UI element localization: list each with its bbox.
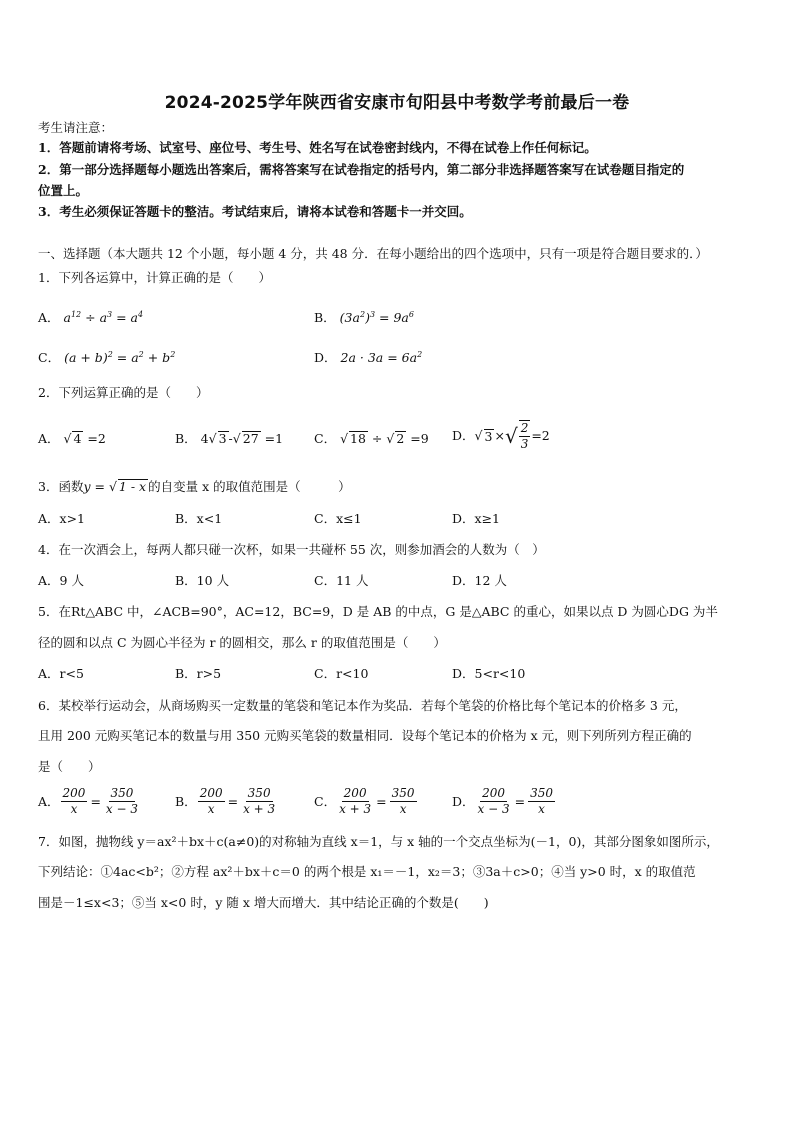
q4-option-d: D．12 人 bbox=[452, 573, 507, 588]
q3-option-c: C．x≤1 bbox=[314, 511, 362, 526]
q3-option-a: A．x>1 bbox=[38, 511, 86, 526]
sqrt-sign: √ bbox=[474, 428, 483, 443]
q4-option-a: A．9 人 bbox=[38, 573, 84, 588]
notice-item: 1．答题前请将考场、试室号、座位号、考生号、姓名写在试卷密封线内，不得在试卷上作任何标记。 bbox=[38, 140, 597, 155]
notice-item: 3．考生必须保证答题卡的整洁。考试结束后，请将本试卷和答题卡一并交回。 bbox=[38, 204, 472, 219]
option-label: D． bbox=[452, 793, 475, 809]
q5-option-b: B．r>5 bbox=[175, 666, 222, 681]
option-label: A． bbox=[38, 793, 60, 809]
q4-option-b: B．10 人 bbox=[175, 573, 230, 588]
math-expression: $(3a^2)^3 = 9a^6$ bbox=[339, 310, 414, 326]
q2-option-a bbox=[38, 430, 106, 448]
fraction: $\frac{200}{x + 3}$ bbox=[339, 786, 372, 816]
q3-option-b: B．x<1 bbox=[175, 511, 223, 526]
q1-option-a bbox=[38, 306, 143, 327]
question-7-line: 7．如图，抛物线 y＝ax²＋bx＋c(a≠0)的对称轴为直线 x＝1，与 x 轴的一个交点坐标为(－1，0)，其部分图象如图所示， bbox=[38, 834, 719, 849]
q5-option-d: D．5<r<10 bbox=[452, 666, 526, 681]
question-5-line: 径的圆和以点 C 为圆心半径为 r 的圆相交，那么 r 的取值范围是（ ） bbox=[38, 635, 446, 650]
q4-option-c: C．11 人 bbox=[314, 573, 369, 588]
fraction: $\frac{200}{x}$ bbox=[199, 786, 223, 816]
option-label: A． bbox=[38, 431, 60, 446]
q2-option-c: C． √ 18 ÷ √ 2 =9 bbox=[314, 431, 429, 446]
question-7-line: 下列结论：①4ac<b²；②方程 ax²＋bx＋c＝0 的两个根是 x₁＝－1，x₂＝3；③3a＋c>0；④当 y>0 时，x 的取值范 bbox=[38, 864, 696, 879]
q6-option-a: A． $\frac{200}{x}$ = $\frac{350}{x - 3}$ bbox=[38, 786, 139, 816]
question-3-stem bbox=[38, 479, 351, 495]
stem-text: 的自变量 x 的取值范围是（ ） bbox=[148, 479, 351, 494]
radicand: 1 - x bbox=[118, 479, 147, 494]
question-1-stem: 1．下列各运算中，计算正确的是（ ） bbox=[38, 270, 271, 285]
notice-item: 位置上。 bbox=[38, 183, 89, 198]
q2-option-b: B． 4√ 3 -√ 27 =1 bbox=[175, 431, 284, 446]
sqrt-sign: √ bbox=[340, 431, 349, 446]
fraction: $\frac{200}{x - 3}$ bbox=[477, 786, 510, 816]
q5-option-c: C．r<10 bbox=[314, 666, 369, 681]
option-label: C． bbox=[38, 350, 61, 366]
math-expression: $(a + b)^2 = a^2 + b^2$ bbox=[64, 350, 176, 366]
radicand: 2 bbox=[396, 431, 405, 446]
expression-tail: =2 bbox=[87, 431, 106, 446]
coefficient: 4 bbox=[200, 431, 209, 446]
option-label: C． bbox=[314, 793, 337, 809]
expression-tail: =1 bbox=[264, 431, 284, 446]
page-title: 2024-2025学年陕西省安康市旬阳县中考数学考前最后一卷 bbox=[164, 93, 630, 113]
question-6-line: 且用 200 元购买笔记本的数量与用 350 元购买笔袋的数量相同．设每个笔记本的价格为 x 元，则下列所列方程正确的 bbox=[38, 728, 692, 743]
fraction: $\frac{200}{x}$ bbox=[62, 786, 86, 816]
q2-option-d: D． √ 3 × √ $\frac{2}{3}$ =2 bbox=[452, 421, 550, 451]
q1-option-b bbox=[314, 306, 414, 327]
radicand: 27 bbox=[242, 431, 259, 446]
option-label: B． bbox=[175, 431, 197, 446]
expression-tail: =2 bbox=[531, 428, 550, 443]
sqrt-sign: √ bbox=[108, 479, 117, 494]
stem-text: 3．函数 bbox=[38, 479, 84, 494]
notice-item: 2．第一部分选择题每小题选出答案后，需将答案写在试卷指定的括号内，第二部分非选择题答案写在试卷题目指定的 bbox=[38, 162, 685, 177]
fraction: $\frac{350}{x}$ bbox=[391, 786, 415, 816]
sqrt-sign: √ bbox=[208, 431, 217, 446]
section-heading: 一、选择题（本大题共 12 个小题，每小题 4 分，共 48 分．在每小题给出的四个选项中，只有一项是符合题目要求的．） bbox=[38, 246, 708, 261]
q6-option-d: D． $\frac{200}{x - 3}$ = $\frac{350}{x}$ bbox=[452, 786, 554, 816]
q1-option-d bbox=[314, 346, 422, 367]
option-label: B． bbox=[314, 310, 336, 326]
expression-tail: =9 bbox=[410, 431, 429, 446]
question-7-line: 围是－1≤x<3；⑤当 x<0 时，y 随 x 增大而增大．其中结论正确的个数是( ) bbox=[38, 895, 489, 910]
math-expression: $2a \cdot 3a = 6a^2$ bbox=[340, 350, 423, 366]
sqrt-sign: √ bbox=[386, 431, 395, 446]
function-expression: y = bbox=[83, 479, 109, 494]
option-label: D． bbox=[452, 428, 475, 443]
option-label: D． bbox=[314, 350, 337, 366]
radicand: 18 bbox=[350, 431, 366, 446]
option-label: C． bbox=[314, 431, 337, 446]
q3-option-d: D．x≥1 bbox=[452, 511, 500, 526]
sqrt-sign: √ bbox=[63, 431, 72, 446]
radicand: 3 bbox=[218, 431, 227, 446]
question-6-line: 是（ ） bbox=[38, 759, 101, 774]
fraction: $\frac{2}{3}$ bbox=[520, 421, 529, 451]
q1-option-c bbox=[38, 346, 175, 367]
q5-option-a: A．r<5 bbox=[38, 666, 84, 681]
question-4-stem: 4．在一次酒会上，每两人都只碰一次杯，如果一共碰杯 55 次，则参加酒会的人数为（ ） bbox=[38, 542, 545, 557]
option-label: A． bbox=[38, 310, 60, 326]
question-2-stem: 2．下列运算正确的是（ ） bbox=[38, 385, 209, 400]
option-label: B． bbox=[175, 793, 197, 809]
sqrt-sign: √ bbox=[504, 424, 518, 448]
question-5-line: 5．在Rt△ABC 中，∠ACB=90°，AC=12，BC=9，D 是 AB 的中点，G 是△ABC 的重心，如果以点 D 为圆心DG 为半 bbox=[38, 604, 718, 619]
sqrt-sign: √ bbox=[232, 431, 241, 446]
fraction: $\frac{350}{x + 3}$ bbox=[243, 786, 276, 816]
radicand: 3 bbox=[484, 428, 493, 444]
fraction: $\frac{350}{x}$ bbox=[530, 786, 554, 816]
q6-option-c: C． $\frac{200}{x + 3}$ = $\frac{350}{x}$ bbox=[314, 786, 415, 816]
notice-heading: 考生请注意： bbox=[38, 120, 114, 135]
fraction: $\frac{350}{x - 3}$ bbox=[105, 786, 139, 816]
question-6-line: 6．某校举行运动会，从商场购买一定数量的笔袋和笔记本作为奖品．若每个笔袋的价格比每个笔记本的价格多 3 元， bbox=[38, 698, 687, 713]
radicand: 4 bbox=[73, 431, 82, 446]
math-expression: $a^{12} \div a^3 = a^4$ bbox=[63, 310, 144, 326]
q6-option-b: B． $\frac{200}{x}$ = $\frac{350}{x + 3}$ bbox=[175, 786, 276, 816]
